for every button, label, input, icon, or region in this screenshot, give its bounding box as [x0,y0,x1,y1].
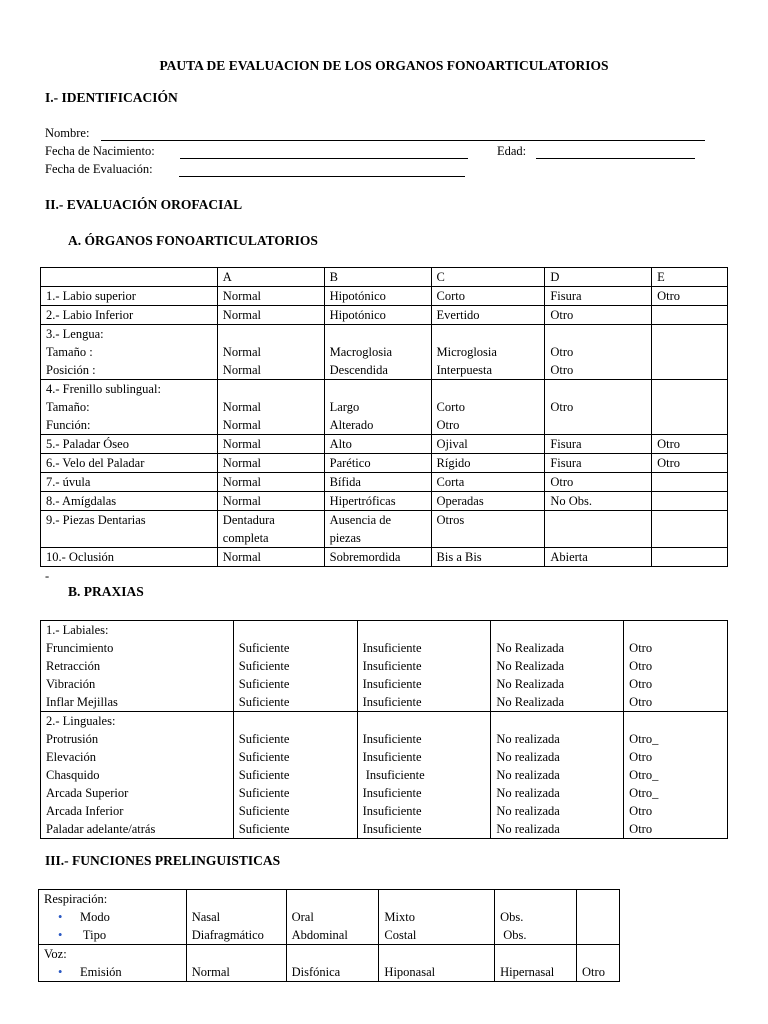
option-value: Operadas [436,494,484,508]
bullet-icon: • [58,965,63,979]
table-header-cell [217,268,324,287]
option-value [330,380,431,398]
table-cell [495,945,577,982]
option-value: Insuficiente [362,641,422,655]
table-cell [624,621,728,712]
row-label: 1.- Labio superior [46,289,136,303]
row-label: 2.- Labio Inferior [46,308,134,322]
respiracion-row [39,890,620,945]
option-value [437,325,545,343]
option-value: Insuficiente [362,804,422,818]
table-cell [324,325,431,380]
option-value: Suficiente [238,804,290,818]
table-cell [431,548,545,567]
fecha-evaluacion-label: Fecha de Evaluación: [45,162,153,176]
option-value: Hipertróficas [329,494,396,508]
table-cell [545,548,652,567]
table-cell [624,712,728,839]
table-row [41,287,728,306]
subsection-organos-heading: A. ÓRGANOS FONOARTICULATORIOS [68,233,318,248]
table-cell [324,473,431,492]
option-value: Otro_ [629,786,659,800]
emision-option: Disfónica [291,965,341,979]
option-value: No realizada [496,750,560,764]
table-cell [324,454,431,473]
fecha-evaluacion-field[interactable] [179,176,465,177]
option-value: Sobremordida [329,550,401,564]
option-value: Normal [222,494,261,508]
row-label: Tamaño: [46,400,90,414]
table-cell [652,435,728,454]
modo-option: Mixto [384,910,415,924]
row-label: Elevación [46,750,96,764]
table-row [41,511,728,548]
funciones-table [38,889,620,982]
table-cell [41,306,218,325]
table-cell [233,712,357,839]
option-value [629,621,727,639]
fecha-nacimiento-label: Fecha de Nacimiento: [45,144,155,158]
option-value: No Obs. [550,494,593,508]
option-value: Otro_ [629,732,659,746]
option-value: Normal [222,437,261,451]
emision-option: Otro [582,965,605,979]
table-row [41,621,728,712]
table-cell [41,511,218,548]
option-value: No Realizada [496,641,565,655]
option-value: Otro [550,400,574,414]
table-cell [545,454,652,473]
option-value: Descendida [329,363,388,377]
option-value: Normal [222,289,261,303]
table-cell [324,548,431,567]
table-cell [652,380,728,435]
option-value [550,511,651,529]
row-label: Arcada Superior [46,786,129,800]
option-value: Otro [657,456,681,470]
tipo-label: Tipo [82,928,107,942]
option-value: Corto [436,289,465,303]
table-cell [186,945,286,982]
option-value: Abierta [550,550,588,564]
row-label: 4.- Frenillo sublingual: [46,382,161,396]
column-header: E [657,270,665,284]
tipo-option: Costal [384,928,417,942]
option-value: Insuficiente [362,732,422,746]
row-label: 7.- úvula [46,475,91,489]
option-value: Fisura [550,456,582,470]
table-cell [431,473,545,492]
table-header-cell [545,268,652,287]
option-value: Alterado [329,418,374,432]
option-value: piezas [329,531,361,545]
option-value: Ojival [436,437,468,451]
respiracion-label: Respiración: [44,892,108,906]
table-cell [41,380,218,435]
table-cell [379,945,495,982]
table-row [41,454,728,473]
table-cell [652,511,728,548]
table-cell [431,380,545,435]
option-value: Fisura [550,289,582,303]
edad-label: Edad: [497,144,527,158]
respiracion-label-cell [39,890,187,945]
organos-table [40,267,728,567]
table-row [41,473,728,492]
option-value: No Realizada [496,677,565,691]
table-cell [652,287,728,306]
table-row [41,712,728,839]
option-value [629,712,727,730]
option-value: Insuficiente [362,695,422,709]
row-label: Inflar Mejillas [46,695,118,709]
table-cell [41,712,234,839]
table-cell [217,473,324,492]
option-value [657,380,727,398]
table-row [41,306,728,325]
option-value: Normal [222,550,261,564]
option-value: Fisura [550,437,582,451]
option-value [223,380,324,398]
table-cell [217,325,324,380]
option-value: No realizada [496,786,560,800]
option-value: Normal [222,400,261,414]
table-cell [491,621,624,712]
table-cell [431,435,545,454]
table-cell [652,548,728,567]
option-value: Otro [629,659,653,673]
table-cell [379,890,495,945]
row-label: Fruncimiento [46,641,114,655]
table-cell [286,890,379,945]
table-row [41,492,728,511]
row-label: 2.- Linguales: [46,714,116,728]
option-value: Normal [222,308,261,322]
option-value [496,621,623,639]
table-cell [186,890,286,945]
option-value: No realizada [496,732,560,746]
table-cell [41,454,218,473]
table-cell [545,511,652,548]
table-cell [41,473,218,492]
row-label: 1.- Labiales: [46,623,109,637]
option-value: Otro [629,804,653,818]
option-value: Evertido [436,308,480,322]
row-label: Tamaño : [46,345,93,359]
table-cell [357,712,491,839]
option-value: Suficiente [238,750,290,764]
table-cell [324,492,431,511]
option-value: Otro [657,437,681,451]
section-evaluacion-orofacial-heading: II.- EVALUACIÓN OROFACIAL [45,197,243,212]
option-value: Suficiente [238,768,290,782]
option-value: Otro [629,822,653,836]
table-cell [217,454,324,473]
option-value: Suficiente [238,786,290,800]
table-cell [357,621,491,712]
option-value: Largo [329,400,360,414]
table-cell [431,325,545,380]
table-cell [577,890,620,945]
column-header: A [222,270,232,284]
option-value: Alto [329,437,352,451]
option-value [496,712,623,730]
table-cell [41,621,234,712]
option-value [330,325,431,343]
table-header-cell [652,268,728,287]
column-header: C [436,270,445,284]
option-value [363,621,491,639]
option-value: Insuficiente [362,822,422,836]
row-label: Vibración [46,677,96,691]
row-label: 9.- Piezas Dentarias [46,513,146,527]
option-value: Bis a Bis [436,550,482,564]
option-value: Otro [550,345,574,359]
row-label: Retracción [46,659,101,673]
nombre-field[interactable] [101,140,705,141]
table-cell [577,945,620,982]
table-row [41,325,728,380]
table-header-row [41,268,728,287]
option-value [657,492,727,510]
edad-field[interactable] [536,158,695,159]
table-cell [431,492,545,511]
table-row [41,380,728,435]
praxias-table [40,620,728,839]
option-value: Rígido [436,456,471,470]
table-cell [41,435,218,454]
table-cell [217,548,324,567]
row-label: Chasquido [46,768,100,782]
table-cell [545,473,652,492]
emision-option: Normal [191,965,230,979]
option-value [657,511,727,529]
row-label: Función: [46,418,91,432]
option-value: Normal [222,475,261,489]
table-cell [431,511,545,548]
table-cell [41,287,218,306]
option-value: Insuficiente [362,677,422,691]
row-label: 8.- Amígdalas [46,494,117,508]
table-cell [431,306,545,325]
option-value: No Realizada [496,659,565,673]
table-cell [491,712,624,839]
option-value: Hipotónico [329,289,386,303]
row-label: Protrusión [46,732,99,746]
table-cell [324,287,431,306]
table-cell [652,492,728,511]
table-cell [217,287,324,306]
option-value: Otros [436,513,465,527]
table-cell [545,306,652,325]
option-value: Normal [222,345,261,359]
section-identificacion-heading: I.- IDENTIFICACIÓN [45,90,178,105]
option-value: Otro [657,289,681,303]
table-cell [217,492,324,511]
table-cell [217,306,324,325]
tipo-option: Diafragmático [191,928,264,942]
table-cell [652,325,728,380]
option-value: Suficiente [238,641,290,655]
option-value: Otro [550,475,574,489]
table-cell [324,380,431,435]
option-value [550,380,651,398]
table-cell [431,454,545,473]
table-cell [545,380,652,435]
row-label: 5.- Paladar Óseo [46,437,129,451]
table-cell [652,306,728,325]
subsection-praxias-heading: B. PRAXIAS [68,584,144,599]
table-cell [217,435,324,454]
bullet-icon: • [58,928,63,942]
table-cell [217,511,324,548]
option-value: Otro [550,363,574,377]
voz-label-cell [39,945,187,982]
emision-label: Emisión [80,965,122,979]
option-value: Otro_ [629,768,659,782]
option-value: No realizada [496,768,560,782]
tipo-option: Obs. [500,928,527,942]
table-cell [545,325,652,380]
table-header-cell [41,268,218,287]
option-value: Insuficiente [362,750,422,764]
voz-label: Voz: [44,947,67,961]
option-value [223,325,324,343]
option-value: Normal [222,363,261,377]
option-value: Suficiente [238,659,290,673]
option-value [437,380,545,398]
separator-dash: - [45,569,50,583]
table-cell [41,548,218,567]
emision-option: Hiponasal [384,965,436,979]
option-value [239,712,357,730]
option-value: Otro [629,677,653,691]
tipo-option: Abdominal [291,928,348,942]
option-value: Macroglosia [329,345,393,359]
option-value: Otro [629,695,653,709]
row-label: Arcada Inferior [46,804,124,818]
table-cell [652,454,728,473]
option-value: Bífida [329,475,361,489]
table-row [41,435,728,454]
row-label: Paladar adelante/atrás [46,822,156,836]
row-label: 3.- Lengua: [46,327,104,341]
option-value: No Realizada [496,695,565,709]
row-label: 10.- Oclusión [46,550,115,564]
table-cell [431,287,545,306]
option-value [657,548,727,566]
option-value: No realizada [496,804,560,818]
option-value: Corta [436,475,465,489]
option-value: completa [222,531,269,545]
table-cell [41,492,218,511]
option-value: Insuficiente [362,659,422,673]
option-value: Suficiente [238,732,290,746]
row-label: 6.- Velo del Paladar [46,456,145,470]
page-title: PAUTA DE EVALUACION DE LOS ORGANOS FONOARTICULATORIOS [159,58,609,73]
table-cell [545,435,652,454]
option-value: Otro [629,641,653,655]
voz-row [39,945,620,982]
table-cell [545,287,652,306]
option-value [550,325,651,343]
option-value: Dentadura [222,513,275,527]
table-cell [286,945,379,982]
table-cell [41,325,218,380]
fecha-nacimiento-field[interactable] [180,158,468,159]
option-value: Corto [436,400,465,414]
section-funciones-heading: III.- FUNCIONES PRELINGUISTICAS [45,853,281,868]
column-header: D [550,270,560,284]
option-value [363,712,491,730]
option-value: Suficiente [238,822,290,836]
option-value: Interpuesta [436,363,493,377]
option-value: Otro [436,418,460,432]
option-value: Otro [550,308,574,322]
column-header: B [329,270,338,284]
option-value: Suficiente [238,695,290,709]
table-cell [495,890,577,945]
option-value: Microglosia [436,345,497,359]
table-cell [217,380,324,435]
table-header-cell [431,268,545,287]
option-value [239,621,357,639]
modo-option: Obs. [500,910,524,924]
table-cell [324,511,431,548]
table-cell [324,306,431,325]
option-value: Ausencia de [329,513,392,527]
option-value: Parético [329,456,371,470]
option-value [657,306,727,324]
option-value: Insuficiente [362,768,425,782]
option-value: Normal [222,418,261,432]
nombre-label: Nombre: [45,126,90,140]
table-cell [324,435,431,454]
option-value [657,325,727,343]
table-cell [652,473,728,492]
table-header-cell [324,268,431,287]
option-value: Hipotónico [329,308,386,322]
option-value: Otro [629,750,653,764]
modo-label: Modo [80,910,110,924]
table-cell [233,621,357,712]
option-value: Suficiente [238,677,290,691]
option-value [657,473,727,491]
table-cell [545,492,652,511]
modo-option: Oral [291,910,314,924]
option-value: Insuficiente [362,786,422,800]
option-value: No realizada [496,822,560,836]
bullet-icon: • [58,910,63,924]
emision-option: Hipernasal [500,965,555,979]
table-row [41,548,728,567]
row-label: Posición : [46,363,96,377]
option-value: Normal [222,456,261,470]
column-header [46,268,217,286]
modo-option: Nasal [191,910,221,924]
